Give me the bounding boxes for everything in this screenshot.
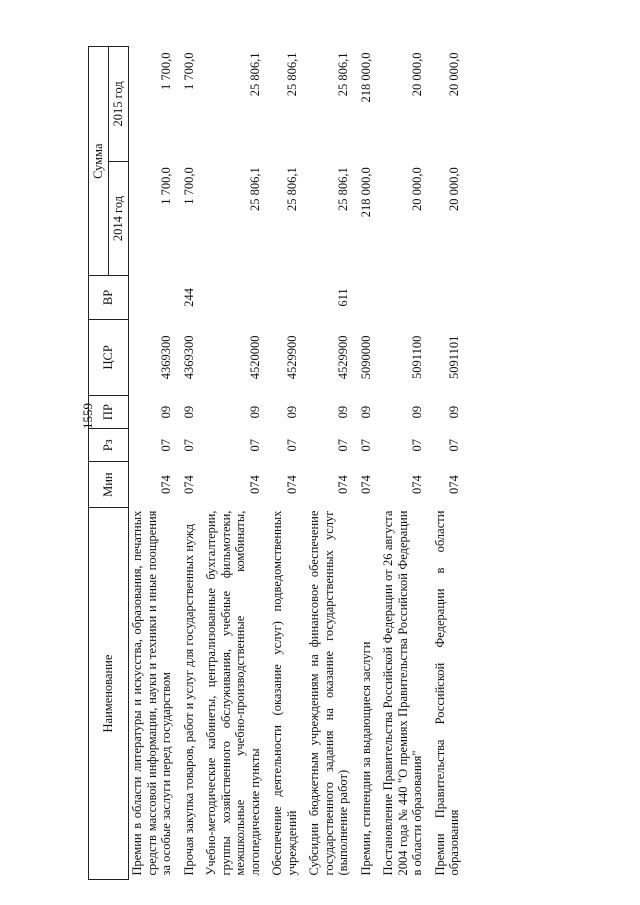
row-vr bbox=[269, 276, 306, 319]
row-csr: 4529900 bbox=[336, 335, 350, 380]
row-min: 074 bbox=[410, 475, 424, 495]
row-2015: 25 806,1 bbox=[284, 52, 299, 97]
row-pr: 09 bbox=[247, 405, 262, 419]
row-2015: 20 000,0 bbox=[447, 52, 461, 97]
row-pr: 09 bbox=[159, 405, 173, 419]
table-row bbox=[129, 47, 181, 880]
row-name: Постановление Правительства Российской Федерации от 26 августа 2004 года № 440 "О премиях Правительства Российской Федерации в области образования" bbox=[381, 510, 424, 876]
row-csr: 4529900 bbox=[284, 335, 299, 380]
row-min: 074 bbox=[447, 475, 461, 495]
table-row bbox=[380, 47, 432, 880]
row-2015: 218 000,0 bbox=[358, 52, 373, 103]
row-rz: 07 bbox=[284, 438, 299, 452]
row-csr: 4369300 bbox=[181, 335, 196, 380]
row-pr: 09 bbox=[358, 405, 373, 419]
row-name: Премии Правительства Российской Федерации в области образования bbox=[432, 510, 461, 876]
header-sum: Сумма bbox=[89, 47, 109, 276]
row-vr bbox=[432, 276, 469, 319]
row-pr: 09 bbox=[284, 405, 299, 419]
table-row bbox=[269, 47, 306, 880]
row-2015: 25 806,1 bbox=[336, 52, 350, 97]
row-min: 074 bbox=[358, 475, 373, 495]
row-vr bbox=[358, 276, 381, 319]
row-vr bbox=[380, 276, 432, 319]
row-vr: 244 bbox=[181, 288, 196, 307]
row-2014: 25 806,1 bbox=[284, 167, 299, 211]
row-rz: 07 bbox=[358, 438, 373, 452]
table-body bbox=[129, 47, 469, 880]
row-name: Обеспечение деятельности (оказание услуг) подведомственных учреждений bbox=[270, 510, 299, 876]
header-csr: ЦСР bbox=[89, 319, 129, 395]
header-min: Мин bbox=[89, 462, 129, 508]
rotated-page bbox=[88, 46, 588, 880]
row-min: 074 bbox=[284, 475, 299, 495]
table-row bbox=[203, 47, 269, 880]
row-pr: 09 bbox=[336, 405, 350, 419]
row-vr bbox=[203, 276, 269, 319]
row-min: 074 bbox=[336, 475, 350, 495]
row-vr: 611 bbox=[336, 288, 350, 307]
row-min: 074 bbox=[181, 475, 196, 495]
row-2014: 1 700,0 bbox=[159, 167, 173, 205]
row-csr: 5090000 bbox=[358, 335, 373, 380]
row-rz: 07 bbox=[410, 438, 424, 452]
row-2014: 218 000,0 bbox=[358, 167, 373, 218]
table-row bbox=[432, 47, 469, 880]
row-min: 074 bbox=[247, 475, 262, 495]
row-2015: 20 000,0 bbox=[410, 52, 424, 97]
page-number: 1559 bbox=[80, 403, 95, 429]
row-rz: 07 bbox=[159, 438, 173, 452]
header-name: Наименование bbox=[89, 508, 129, 880]
row-rz: 07 bbox=[247, 438, 262, 452]
row-pr: 09 bbox=[181, 405, 196, 419]
row-name: Прочая закупка товаров, работ и услуг для государственных нужд bbox=[181, 523, 196, 876]
row-csr: 5091101 bbox=[447, 335, 461, 379]
row-2014: 20 000,0 bbox=[410, 167, 424, 211]
row-2014: 25 806,1 bbox=[247, 167, 262, 211]
row-csr: 4520000 bbox=[247, 335, 262, 380]
row-name: Премии в области литературы и искусства, образования, печатных средств массовой информации, науки и техники и иные поощрения за особые заслуги перед государством bbox=[130, 510, 173, 876]
row-rz: 07 bbox=[336, 438, 350, 452]
row-2014: 20 000,0 bbox=[447, 167, 461, 211]
row-2015: 25 806,1 bbox=[247, 52, 262, 97]
row-2014: 1 700,0 bbox=[181, 167, 196, 205]
row-csr: 4369300 bbox=[159, 335, 173, 380]
row-pr: 09 bbox=[447, 405, 461, 419]
header-2015: 2015 год bbox=[109, 47, 129, 162]
table-row bbox=[358, 47, 381, 880]
budget-table bbox=[88, 46, 469, 880]
row-csr: 5091100 bbox=[410, 335, 424, 379]
row-vr bbox=[129, 276, 181, 319]
header-vr: ВР bbox=[89, 276, 129, 319]
row-name: Премии, стипендии за выдающиеся заслуги bbox=[358, 641, 373, 876]
row-name: Учебно-методические кабинеты, централизованные бухгалтерии, группы хозяйственного обслуживания, учебные фильмотеки, межшкольные учебно-производственные комбинаты, логопедические пункты bbox=[204, 510, 262, 876]
row-pr: 09 bbox=[410, 405, 424, 419]
row-2015: 1 700,0 bbox=[181, 52, 196, 90]
header-rz: Рз bbox=[89, 429, 129, 462]
row-rz: 07 bbox=[447, 438, 461, 452]
row-rz: 07 bbox=[181, 438, 196, 452]
header-pr: ПР bbox=[89, 396, 129, 429]
table-row bbox=[181, 47, 204, 880]
row-min: 074 bbox=[159, 475, 173, 495]
row-2014: 25 806,1 bbox=[336, 167, 350, 211]
row-name: Субсидии бюджетным учреждениям на финансовое обеспечение государственного задания на оказание государственных услуг (выполнение работ) bbox=[307, 510, 350, 876]
row-2015: 1 700,0 bbox=[159, 52, 173, 90]
header-2014: 2014 год bbox=[109, 161, 129, 276]
table-row bbox=[306, 47, 358, 880]
